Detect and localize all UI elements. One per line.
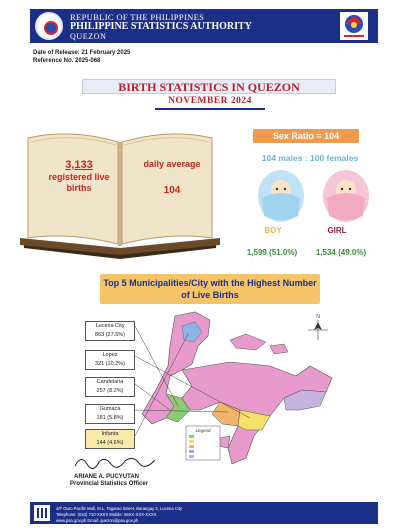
header-line-agency: PHILIPPINE STATISTICS AUTHORITY	[70, 21, 252, 32]
psa-seal-icon	[35, 12, 63, 40]
psa-header-banner	[30, 9, 378, 43]
daily-average-label: daily average	[143, 159, 201, 169]
north-label: N	[316, 314, 320, 320]
boy-count: 1,599 (51.0%)	[246, 248, 298, 257]
boy-label: BOY	[264, 226, 282, 235]
baby-boy-icon	[258, 170, 304, 222]
callout-lopez	[85, 350, 135, 370]
registered-births-value: 3,133	[65, 159, 93, 171]
callout-lucena-city	[85, 321, 135, 341]
north-arrow-icon	[308, 314, 328, 340]
top5-title-banner: Top 5 Municipalities/City with the Highest Number of Live Births	[100, 274, 320, 304]
release-date: Date of Release: 21 February 2025	[33, 50, 131, 56]
callout-candelaria	[85, 377, 135, 397]
map-legend	[186, 426, 220, 460]
callout-gumaca	[85, 404, 135, 424]
callout-name: Gumaca	[99, 406, 121, 412]
page-subtitle: NOVEMBER 2024	[168, 96, 252, 106]
callout-name: Candelaria	[96, 379, 124, 385]
qr-code-icon	[34, 505, 50, 521]
footer-web: www.psa.gov.ph Email: quezon@psa.gov.ph	[56, 518, 139, 523]
header-line-republic: REPUBLIC OF THE PHILIPPINES	[70, 12, 205, 22]
bagong-pilipinas-logo-icon	[340, 12, 368, 40]
callout-value: 321 (10.2%)	[95, 361, 125, 367]
signature-icon	[73, 452, 163, 470]
registered-births-label: registered live births	[48, 172, 110, 193]
footer-banner	[30, 502, 378, 524]
girl-count: 1,534 (49.0%)	[315, 248, 367, 257]
girl-label: GIRL	[327, 226, 347, 235]
males-females-ratio: 104 males : 100 females	[261, 153, 359, 163]
header-line-province: QUEZON	[70, 32, 107, 41]
callout-value: 144 (4.6%)	[96, 440, 124, 446]
footer-contact: Telephone: (042) 710-XXXX Mobile: 09XX-XXX-XXXX	[56, 512, 157, 517]
baby-girl-icon	[323, 170, 369, 222]
callout-name: Lopez	[102, 352, 118, 358]
reference-number: Reference No. 2025-068	[33, 58, 101, 64]
callout-value: 257 (8.2%)	[96, 388, 124, 394]
signatory-name: ARIANE A. PUCYUTAN	[74, 474, 140, 480]
daily-average-value: 104	[163, 185, 181, 196]
page-title: BIRTH STATISTICS IN QUEZON	[82, 79, 336, 94]
subtitle-underline	[155, 108, 265, 110]
footer-address: 4/F Ouro Pacific Mall, M.L. Tagarao Street, Barangay 3, Lucena City	[56, 506, 183, 511]
callout-name: Lucena City	[95, 323, 125, 329]
callout-value: 181 (5.8%)	[96, 415, 124, 421]
release-info	[33, 49, 130, 65]
callout-infanta	[85, 429, 135, 449]
sex-ratio-banner: Sex Ratio = 104	[253, 129, 359, 143]
callout-name: Infanta	[101, 431, 119, 437]
signatory-title: Provincial Statistics Officer	[70, 481, 149, 487]
callout-value: 863 (27.5%)	[95, 332, 125, 338]
legend-title: Legend	[195, 428, 211, 433]
